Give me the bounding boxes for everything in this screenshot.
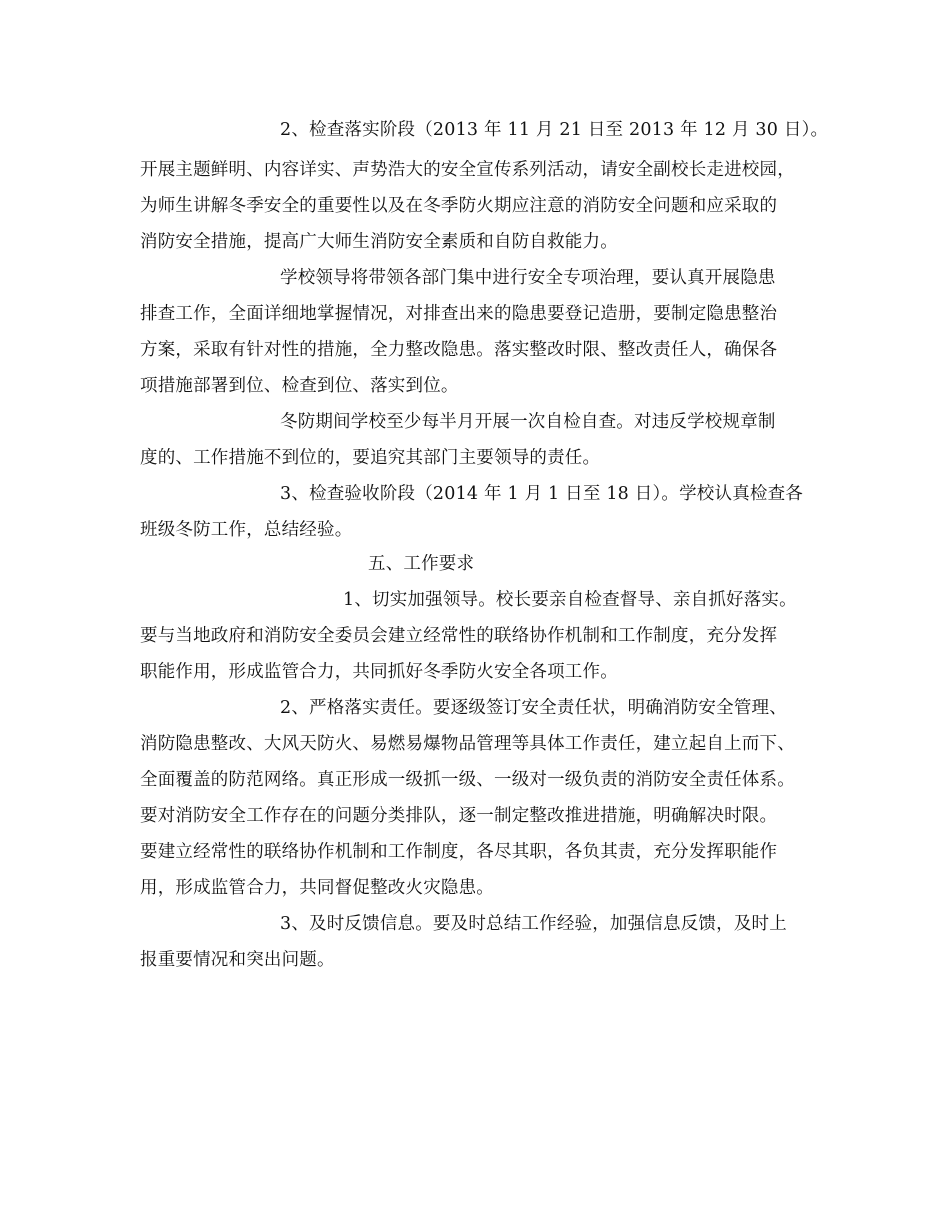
paragraph-line: 度的、工作措施不到位的，要追究其部门主要领导的责任。 [140, 448, 601, 468]
paragraph-line: 为师生讲解冬季安全的重要性以及在冬季防火期应注意的消防安全问题和应采取的 [140, 196, 778, 216]
paragraph-line: 班级冬防工作，总结经验。 [140, 520, 353, 540]
paragraph-line: 开展主题鲜明、内容详实、声势浩大的安全宣传系列活动，请安全副校长走进校园， [140, 160, 795, 180]
paragraph-line: 1、切实加强领导。校长要亲自检查督导、亲自抓好落实。 [343, 590, 797, 610]
paragraph-line: 2、检查落实阶段（2013 年 11 月 21 日至 2013 年 12 月 30 日）。 [280, 120, 829, 140]
paragraph-line: 全面覆盖的防范网络。真正形成一级抓一级、一级对一级负责的消防安全责任体系。 [140, 770, 795, 790]
paragraph-line: 2、严格落实责任。要逐级签订安全责任状，明确消防安全管理、 [280, 698, 787, 718]
paragraph-line: 用，形成监管合力，共同督促整改火灾隐患。 [140, 878, 494, 898]
section-heading: 五、工作要求 [368, 554, 475, 574]
paragraph-line: 方案，采取有针对性的措施，全力整改隐患。落实整改时限、整改责任人，确保各 [140, 340, 778, 360]
paragraph-line: 学校领导将带领各部门集中进行安全专项治理，要认真开展隐患 [280, 268, 776, 288]
paragraph-line: 职能作用，形成监管合力，共同抓好冬季防火安全各项工作。 [140, 662, 618, 682]
paragraph-line: 报重要情况和突出问题。 [140, 950, 335, 970]
paragraph-line: 消防隐患整改、大风天防火、易燃易爆物品管理等具体工作责任，建立起自上而下、 [140, 734, 795, 754]
paragraph-line: 排查工作，全面详细地掌握情况，对排查出来的隐患要登记造册，要制定隐患整治 [140, 304, 778, 324]
paragraph-line: 消防安全措施，提高广大师生消防安全素质和自防自救能力。 [140, 232, 618, 252]
paragraph-line: 项措施部署到位、检查到位、落实到位。 [140, 376, 459, 396]
paragraph-line: 3、及时反馈信息。要及时总结工作经验，加强信息反馈，及时上 [280, 914, 787, 934]
paragraph-line: 要与当地政府和消防安全委员会建立经常性的联络协作机制和工作制度，充分发挥 [140, 626, 778, 646]
paragraph-line: 冬防期间学校至少每半月开展一次自检自查。对违反学校规章制 [280, 412, 776, 432]
paragraph-line: 要建立经常性的联络协作机制和工作制度，各尽其职，各负其责，充分发挥职能作 [140, 842, 778, 862]
paragraph-line: 要对消防安全工作存在的问题分类排队，逐一制定整改推进措施，明确解决时限。 [140, 806, 778, 826]
paragraph-line: 3、检查验收阶段（2014 年 1 月 1 日至 18 日）。学校认真检查各 [280, 484, 803, 504]
